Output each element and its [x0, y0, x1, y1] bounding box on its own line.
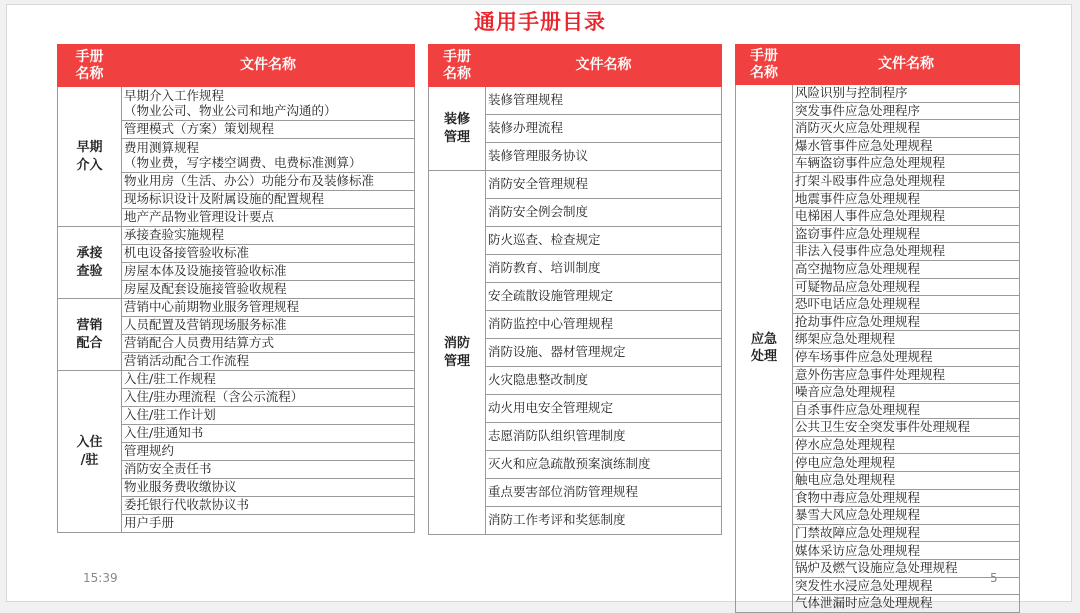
file-name-cell: 物业服务费收缴协议: [122, 479, 415, 497]
file-name-cell: 消防工作考评和奖惩制度: [486, 507, 722, 535]
category-cell: 早期 介入: [58, 87, 122, 227]
file-name-cell: 房屋及配套设施接管验收规程: [122, 281, 415, 299]
file-name-cell: 电梯困人事件应急处理规程: [793, 208, 1020, 226]
file-name-cell: 管理规约: [122, 443, 415, 461]
file-name-cell: 灭火和应急疏散预案演练制度: [486, 451, 722, 479]
file-name-cell: 装修管理规程: [486, 87, 722, 115]
table-row: [58, 371, 415, 389]
header-manual-name: 手册 名称: [429, 45, 486, 87]
file-name-cell: 装修管理服务协议: [486, 143, 722, 171]
file-name-cell: 高空抛物应急处理规程: [793, 260, 1020, 278]
file-name-cell: 绑架应急处理规程: [793, 331, 1020, 349]
file-name-cell: 打架斗殴事件应急处理规程: [793, 172, 1020, 190]
file-name-cell: 意外伤害应急事件处理规程: [793, 366, 1020, 384]
category-cell: 入住 /驻: [58, 371, 122, 533]
category-cell: 营销 配合: [58, 299, 122, 371]
category-cell: 应急 处理: [736, 85, 793, 613]
file-name-cell: 营销活动配合工作流程: [122, 353, 415, 371]
file-name-cell: 消防监控中心管理规程: [486, 311, 722, 339]
file-name-cell: 入住/驻通知书: [122, 425, 415, 443]
manual-table-2: [428, 44, 722, 535]
manual-table-3: [735, 44, 1020, 613]
file-name-cell: 暴雪大风应急处理规程: [793, 507, 1020, 525]
file-name-cell: 机电设备接管验收标准: [122, 245, 415, 263]
category-cell: 消防 管理: [429, 171, 486, 535]
table-row: [58, 87, 415, 121]
file-name-cell: 管理模式（方案）策划规程: [122, 121, 415, 139]
file-name-cell: 入住/驻办理流程（含公示流程）: [122, 389, 415, 407]
file-name-cell: 抢劫事件应急处理规程: [793, 313, 1020, 331]
file-name-cell: 地产产品物业管理设计要点: [122, 209, 415, 227]
category-cell: 装修 管理: [429, 87, 486, 171]
file-name-cell: 突发事件应急处理程序: [793, 102, 1020, 120]
file-name-cell: 营销配合人员费用结算方式: [122, 335, 415, 353]
file-name-cell: 安全疏散设施管理规定: [486, 283, 722, 311]
file-name-cell: 入住/驻工作计划: [122, 407, 415, 425]
table-row: [429, 171, 722, 199]
file-name-cell: 食物中毒应急处理规程: [793, 489, 1020, 507]
file-name-cell: 费用测算规程 （物业费，写字楼空调费、电费标准测算）: [122, 139, 415, 173]
header-manual-name: 手册 名称: [736, 45, 793, 85]
category-cell: 承接 查验: [58, 227, 122, 299]
file-name-cell: 入住/驻工作规程: [122, 371, 415, 389]
file-name-cell: 人员配置及营销现场服务标准: [122, 317, 415, 335]
table-row: [736, 85, 1020, 103]
file-name-cell: 现场标识设计及附属设施的配置规程: [122, 191, 415, 209]
page-title: 通用手册目录: [474, 10, 606, 34]
table-row: [58, 227, 415, 245]
file-name-cell: 消防安全管理规程: [486, 171, 722, 199]
file-name-cell: 用户手册: [122, 515, 415, 533]
header-file-name: 文件名称: [122, 45, 415, 87]
file-name-cell: 气体泄漏时应急处理规程: [793, 595, 1020, 613]
file-name-cell: 自杀事件应急处理规程: [793, 401, 1020, 419]
file-name-cell: 媒体采访应急处理规程: [793, 542, 1020, 560]
file-name-cell: 消防设施、器材管理规定: [486, 339, 722, 367]
file-name-cell: 消防安全例会制度: [486, 199, 722, 227]
file-name-cell: 消防教育、培训制度: [486, 255, 722, 283]
file-name-cell: 停水应急处理规程: [793, 436, 1020, 454]
file-name-cell: 车辆盗窃事件应急处理规程: [793, 155, 1020, 173]
file-name-cell: 装修办理流程: [486, 115, 722, 143]
file-name-cell: 营销中心前期物业服务管理规程: [122, 299, 415, 317]
file-name-cell: 消防安全责任书: [122, 461, 415, 479]
file-name-cell: 房屋本体及设施接管验收标准: [122, 263, 415, 281]
file-name-cell: 重点要害部位消防管理规程: [486, 479, 722, 507]
file-name-cell: 停车场事件应急处理规程: [793, 348, 1020, 366]
file-name-cell: 门禁故障应急处理规程: [793, 524, 1020, 542]
file-name-cell: 委托银行代收款协议书: [122, 497, 415, 515]
file-name-cell: 锅炉及燃气设施应急处理规程: [793, 560, 1020, 578]
file-name-cell: 火灾隐患整改制度: [486, 367, 722, 395]
file-name-cell: 早期介入工作规程 （物业公司、物业公司和地产沟通的）: [122, 87, 415, 121]
header-manual-name: 手册 名称: [58, 45, 122, 87]
file-name-cell: 动火用电安全管理规定: [486, 395, 722, 423]
file-name-cell: 盗窃事件应急处理规程: [793, 225, 1020, 243]
file-name-cell: 防火巡查、检查规定: [486, 227, 722, 255]
file-name-cell: 非法入侵事件应急处理规程: [793, 243, 1020, 261]
footer-time: 15:39: [83, 571, 118, 585]
file-name-cell: 物业用房（生活、办公）功能分布及装修标准: [122, 173, 415, 191]
table-row: [58, 299, 415, 317]
table-row: [429, 87, 722, 115]
file-name-cell: 承接查验实施规程: [122, 227, 415, 245]
file-name-cell: 触电应急处理规程: [793, 472, 1020, 490]
file-name-cell: 爆水管事件应急处理规程: [793, 137, 1020, 155]
file-name-cell: 停电应急处理规程: [793, 454, 1020, 472]
file-name-cell: 突发性水浸应急处理规程: [793, 577, 1020, 595]
file-name-cell: 地震事件应急处理规程: [793, 190, 1020, 208]
header-file-name: 文件名称: [793, 45, 1020, 85]
file-name-cell: 噪音应急处理规程: [793, 384, 1020, 402]
file-name-cell: 公共卫生安全突发事件处理规程: [793, 419, 1020, 437]
file-name-cell: 恐吓电话应急处理规程: [793, 296, 1020, 314]
file-name-cell: 风险识别与控制程序: [793, 85, 1020, 103]
page-number: 5: [990, 571, 998, 585]
header-file-name: 文件名称: [486, 45, 722, 87]
manual-table-1: [57, 44, 415, 533]
file-name-cell: 消防灭火应急处理规程: [793, 120, 1020, 138]
file-name-cell: 可疑物品应急处理规程: [793, 278, 1020, 296]
file-name-cell: 志愿消防队组织管理制度: [486, 423, 722, 451]
